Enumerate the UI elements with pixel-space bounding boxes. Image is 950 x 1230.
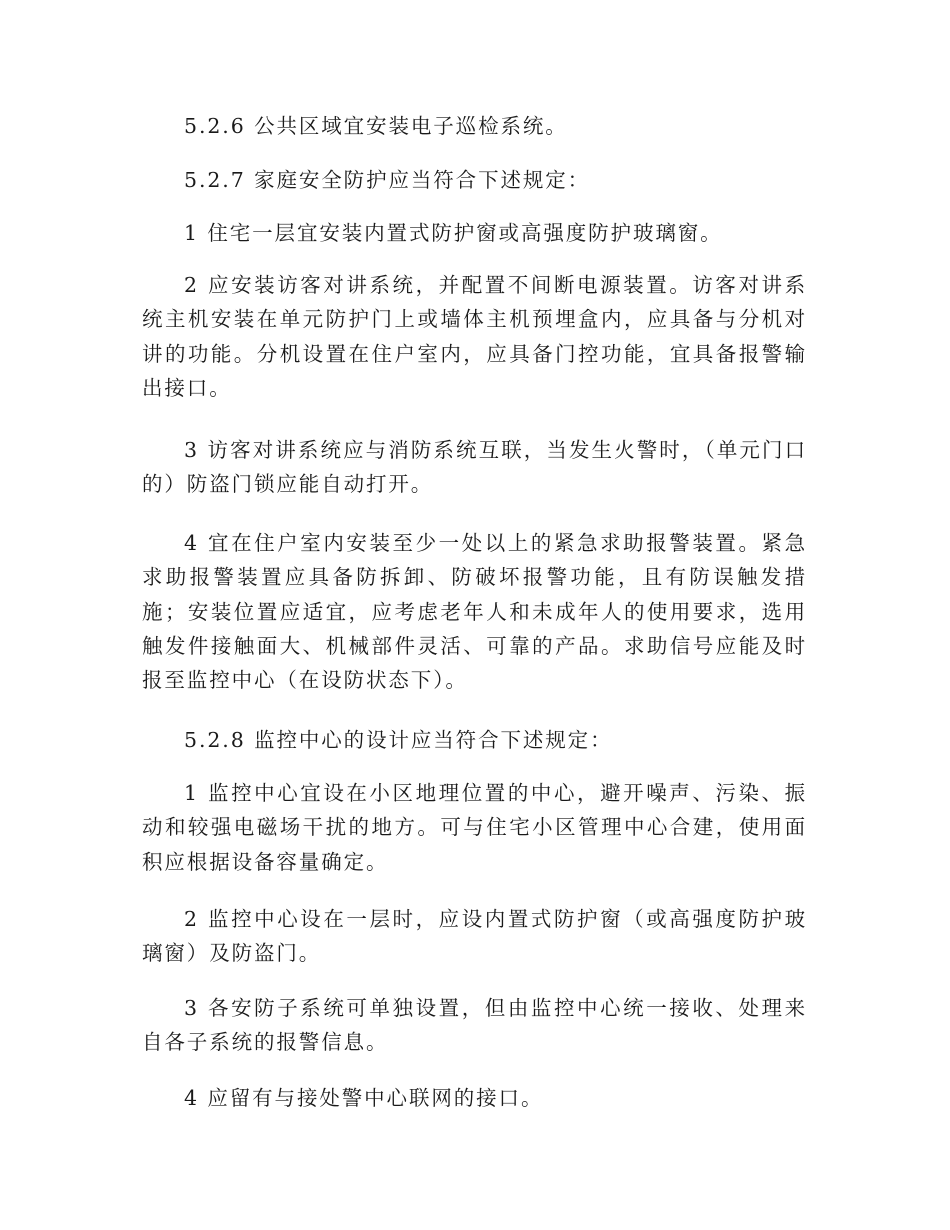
clause-5-2-6: 5.2.6 公共区域宜安装电子巡检系统。 <box>184 114 568 138</box>
clause-5-2-8-item-1: 1 监控中心宜设在小区地理位置的中心，避开噪声、污染、振动和较强电磁场干扰的地方。可与住宅小区管理中心合建，使用面积应根据设备容量确定。 <box>142 781 807 874</box>
clause-5-2-8-item-3: 3 各安防子系统可单独设置，但由监控中心统一接收、处理来自各子系统的报警信息。 <box>142 996 807 1055</box>
clause-5-2-7-item-3: 3 访客对讲系统应与消防系统互联，当发生火警时，（单元门口的）防盗门锁应能自动打开。 <box>142 438 807 497</box>
clause-5-2-8-item-2: 2 监控中心设在一层时，应设内置式防护窗（或高强度防护玻璃窗）及防盗门。 <box>142 907 807 966</box>
clause-5-2-7-item-4: 4 宜在住户室内安装至少一处以上的紧急求助报警装置。紧急求助报警装置应具备防拆卸、防破坏报警功能，且有防误触发措施；安装位置应适宜，应考虑老年人和未成年人的使用要求，选用触发件接触面大、机械部件灵活、可靠的产品。求助信号应能及时报至监控中心（在设防状态下）。 <box>142 531 807 693</box>
clause-5-2-7-heading: 5.2.7 家庭安全防护应当符合下述规定： <box>184 168 591 192</box>
clause-5-2-8-item-4: 4 应留有与接处警中心联网的接口。 <box>184 1086 544 1110</box>
clause-5-2-7-item-1: 1 住宅一层宜安装内置式防护窗或高强度防护玻璃窗。 <box>184 221 723 245</box>
clause-5-2-8-heading: 5.2.8 监控中心的设计应当符合下述规定： <box>184 728 613 752</box>
clause-5-2-7-item-2: 2 应安装访客对讲系统，并配置不间断电源装置。访客对讲系统主机安装在单元防护门上或墙体主机预埋盒内，应具备与分机对讲的功能。分机设置在住户室内，应具备门控功能，宜具备报警输出接口。 <box>142 273 807 400</box>
